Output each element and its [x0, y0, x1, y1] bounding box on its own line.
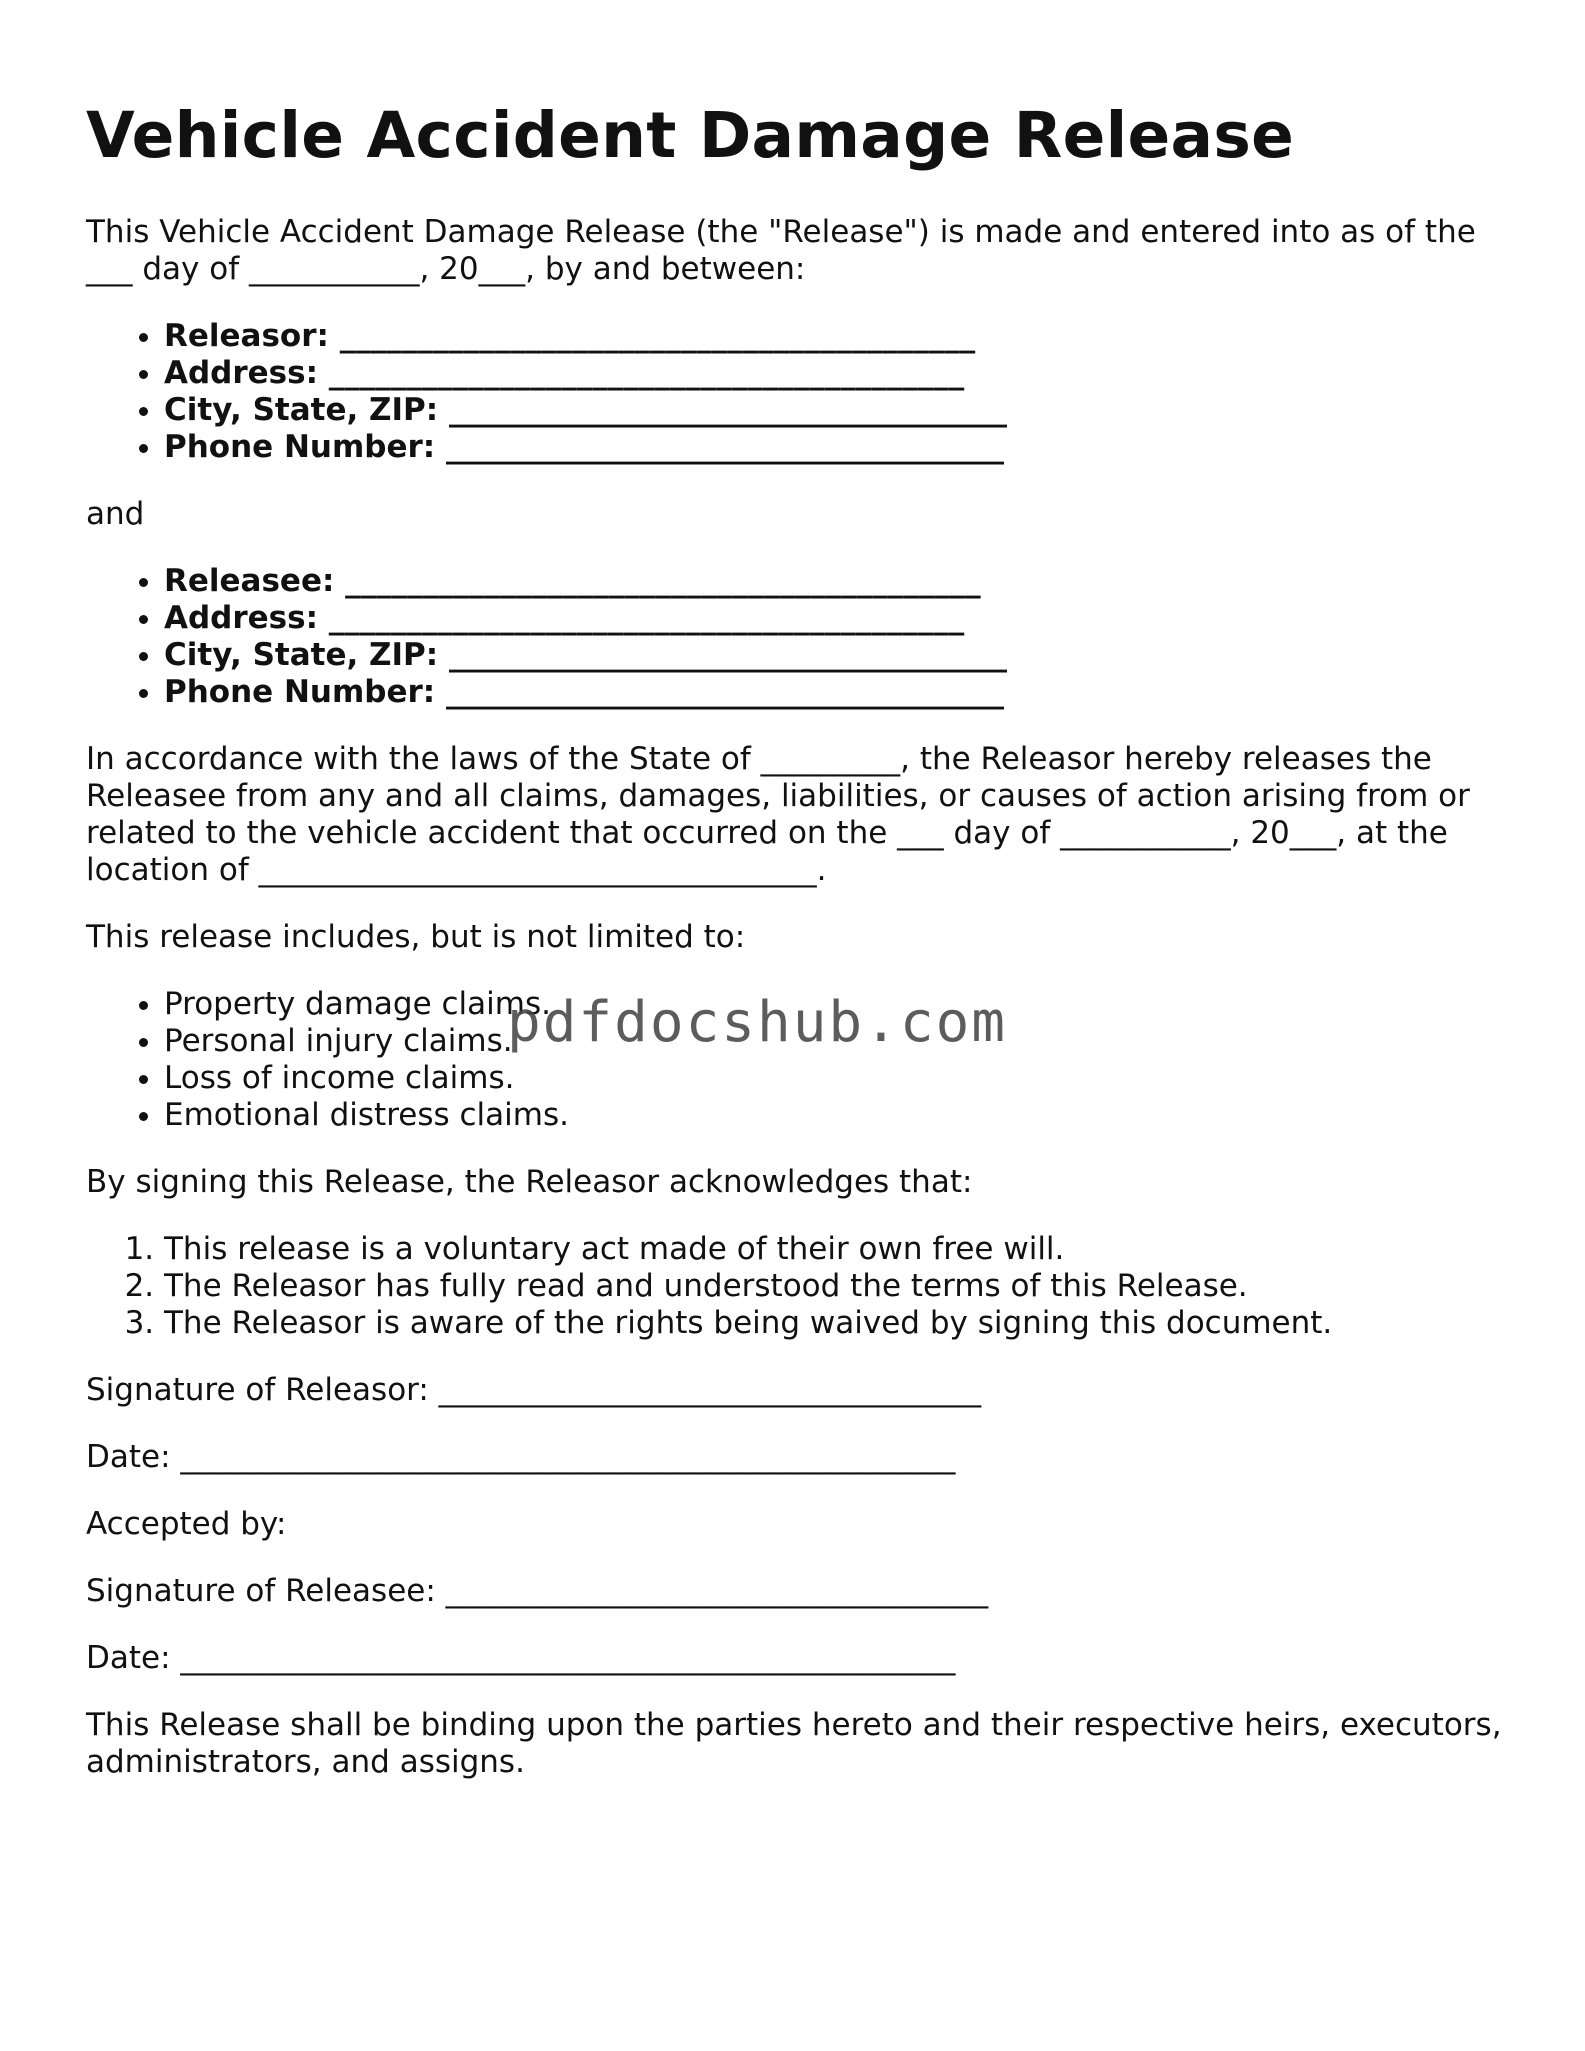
includes-item: • Property damage claims. [164, 986, 1506, 1023]
ack-intro: By signing this Release, the Releasor acknowledges that: [86, 1164, 973, 1201]
releasee-address-field: • Address: _________________________________________ [164, 600, 1506, 637]
releasee-signature-line: Signature of Releasee: ___________________________________ [86, 1573, 989, 1610]
releasee-phone-field: • Phone Number: ____________________________________ [164, 674, 1506, 711]
acknowledgement-item: 2. The Releasor has fully read and understood the terms of this Release. [164, 1268, 1506, 1305]
releasee-date-line: Date: __________________________________________________ [86, 1640, 956, 1677]
accordance-paragraph: In accordance with the laws of the State of _________, the Releasor hereby releases the Releasee from any and all claims, damages, liabilities, or causes of action arising from or related to the vehicle accident that occurred on the ___ day of ___________, 20___, at the location of ____________________________________. [86, 741, 1470, 889]
closing-paragraph: This Release shall be binding upon the parties hereto and their respective heirs, executors, administrators, and assigns. [86, 1707, 1502, 1781]
includes-item: • Personal injury claims. [164, 1023, 1506, 1060]
releasor-name-field: • Releasor: _________________________________________ [164, 318, 1506, 355]
includes-item: • Emotional distress claims. [164, 1097, 1506, 1134]
accepted-by-label: Accepted by: [86, 1506, 287, 1543]
includes-item: • Loss of income claims. [164, 1060, 1506, 1097]
and-text: and [86, 496, 145, 533]
acknowledgement-item: 3. The Releasor is aware of the rights being waived by signing this document. [164, 1305, 1506, 1342]
includes-intro: This release includes, but is not limited to: [86, 919, 746, 956]
releasor-city-field: • City, State, ZIP: ____________________________________ [164, 392, 1506, 429]
releasor-address-field: • Address: _________________________________________ [164, 355, 1506, 392]
document-page [86, 100, 1506, 1811]
releasee-name-field: • Releasee: _________________________________________ [164, 563, 1506, 600]
intro-paragraph: This Vehicle Accident Damage Release (the "Release") is made and entered into as of the ___ day of ___________, 20___, by and between: [86, 214, 1476, 288]
releasor-date-line: Date: __________________________________________________ [86, 1439, 956, 1476]
watermark-text: pdfdocshub.com [507, 990, 1008, 1055]
releasee-city-field: • City, State, ZIP: ____________________________________ [164, 637, 1506, 674]
releasor-phone-field: • Phone Number: ____________________________________ [164, 429, 1506, 466]
acknowledgement-item: 1. This release is a voluntary act made of their own free will. [164, 1231, 1506, 1268]
releasee-fields-list [86, 563, 1506, 711]
acknowledgements-list [86, 1231, 1506, 1342]
releasor-signature-line: Signature of Releasor: ___________________________________ [86, 1372, 982, 1409]
releasor-fields-list [86, 318, 1506, 466]
document-title: Vehicle Accident Damage Release [86, 99, 1295, 172]
